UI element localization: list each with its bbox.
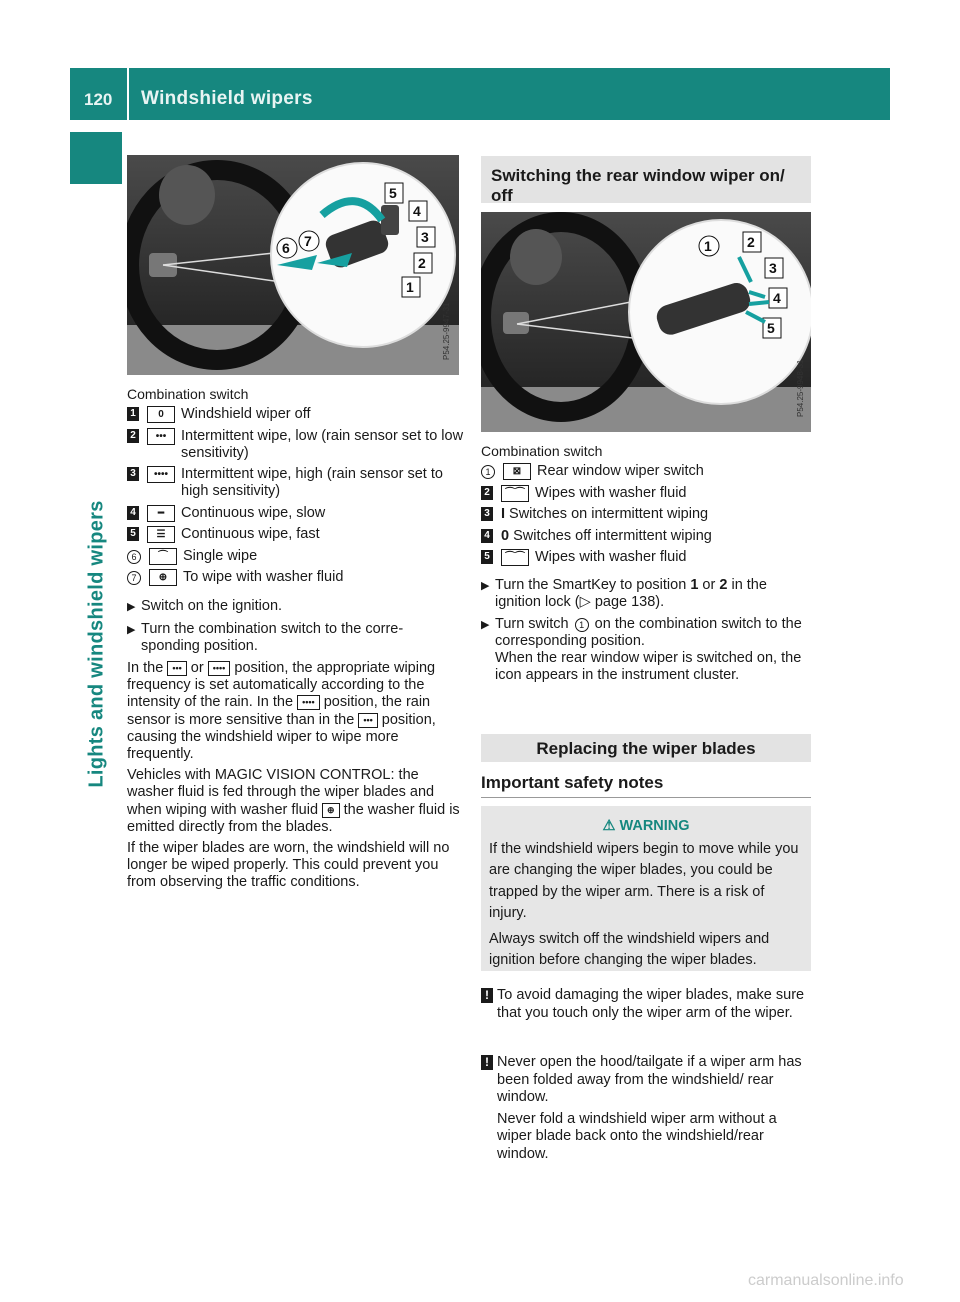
instruction-step: ▶ Turn switch 1 on the combination switch to the corresponding position. When the rear window wiper is switched on, the icon appears in the instrument cluster.	[481, 616, 802, 683]
caution-note: ! To avoid damaging the wiper blades, make sure that you touch only the wiper arm of the wiper.	[481, 987, 813, 1022]
page-ref-icon: ▷	[579, 594, 591, 610]
legend-item: 1 ⊠ Rear window wiper switch	[481, 463, 821, 480]
instruction-step: ▶ Switch on the ignition.	[127, 598, 283, 614]
legend-item: 3 I Switches on intermittent wiping	[481, 506, 821, 523]
legend-item: 5 ☰ Continuous wipe, fast	[127, 526, 467, 543]
svg-text:2: 2	[747, 234, 755, 250]
left-instructions	[127, 598, 461, 896]
warning-box	[481, 806, 811, 971]
svg-text:7: 7	[304, 233, 312, 249]
svg-text:2: 2	[418, 255, 426, 271]
legend-item: 4 0 Switches off intermittent wiping	[481, 528, 821, 545]
arrow-icon: ▶	[481, 580, 490, 592]
legend-item: 3 •••• Intermittent wipe, high (rain sensor set to high sensitivity)	[127, 466, 467, 500]
page-number: 120	[84, 90, 113, 109]
svg-text:3: 3	[421, 229, 429, 245]
warning-text: If the windshield wipers begin to move while you are changing the wiper blades, you could be trapped by the wiper arm. There is a risk of injury.	[489, 840, 799, 921]
legend-item: 7 ⊕ To wipe with washer fluid	[127, 569, 467, 586]
right-photo-caption: Combination switch	[481, 443, 603, 459]
svg-text:4: 4	[413, 203, 421, 219]
legend-item: 2 ⌒⌒ Wipes with washer fluid	[481, 485, 821, 502]
right-legend	[481, 463, 821, 571]
legend-item: 4 ━ Continuous wipe, slow	[127, 505, 467, 522]
svg-text:1: 1	[704, 238, 712, 254]
body-paragraph: Vehicles with MAGIC VISION CONTROL: the washer fluid is fed through the wiper blades and when wiping with washer fluid ⊕ the washer fluid is emitted directly from the blades.	[127, 767, 460, 835]
rear-wiper-switch-photo	[481, 212, 811, 432]
arrow-icon: ▶	[481, 619, 490, 631]
instruction-step: ▶ Turn the combination switch to the corre- sponding position.	[127, 621, 404, 654]
subsection-rule	[481, 797, 811, 798]
page-title: Windshield wipers	[141, 88, 313, 109]
svg-text:4: 4	[773, 290, 781, 306]
svg-text:3: 3	[769, 260, 777, 276]
left-legend	[127, 406, 467, 591]
arrow-icon: ▶	[127, 624, 136, 636]
right-instructions	[481, 577, 813, 689]
legend-item: 2 ••• Intermittent wipe, low (rain sensor set to low sensitivity)	[127, 428, 467, 462]
header-divider	[127, 68, 129, 120]
svg-text:6: 6	[282, 240, 290, 256]
svg-text:5: 5	[389, 185, 397, 201]
subsection-heading: Important safety notes	[481, 773, 664, 792]
warning-text: Always switch off the windshield wipers and ignition before changing the wiper blades.	[489, 930, 770, 968]
warning-title: ⚠ WARNING	[602, 818, 690, 834]
body-paragraph: If the wiper blades are worn, the windshield will no longer be wiped properly. This could prevent you from observing the traffic conditions.	[127, 840, 450, 891]
section-heading-rear-wiper: Switching the rear window wiper on/ off	[481, 156, 811, 203]
caution-note: ! Never open the hood/tailgate if a wiper arm has been folded away from the windshield/ rear window. Never fold a windshield wiper arm without a wiper blade back onto the windshield/rear window.	[481, 1054, 813, 1163]
arrow-icon: ▶	[127, 601, 136, 613]
left-photo-caption: Combination switch	[127, 386, 249, 402]
legend-item: 5 ⌒⌒ Wipes with washer fluid	[481, 549, 821, 566]
side-tab-marker	[70, 132, 122, 184]
warning-triangle-icon: ⚠	[602, 818, 616, 834]
instruction-step: ▶ Turn the SmartKey to position 1 or 2 in the ignition lock (▷ page 138).	[481, 577, 767, 610]
body-paragraph: In the ••• or •••• position, the appropriate wiping frequency is set automatically according to the intensity of the rain. In the •••• position, the rain sensor is more sensitive than in the ••• position, causing the windshield wiper to wipe more frequently.	[127, 660, 436, 763]
section-heading-replacing-blades: Replacing the wiper blades	[481, 734, 811, 762]
legend-item: 1 0 Windshield wiper off	[127, 406, 467, 423]
legend-item: 6 ⌒ Single wipe	[127, 548, 467, 565]
side-tab-label: Lights and windshield wipers	[85, 500, 108, 788]
exclamation-icon: !	[481, 1055, 493, 1070]
exclamation-icon: !	[481, 988, 493, 1003]
svg-text:P54.25-9948-31: P54.25-9948-31	[796, 359, 805, 417]
footer-watermark: carmanualsonline.info	[748, 1272, 904, 1289]
combination-switch-photo	[127, 155, 459, 375]
svg-text:1: 1	[406, 279, 414, 295]
svg-text:P54.25-9947-31: P54.25-9947-31	[442, 302, 451, 360]
svg-text:5: 5	[767, 320, 775, 336]
page-reference-link[interactable]: page 138).	[594, 594, 665, 610]
